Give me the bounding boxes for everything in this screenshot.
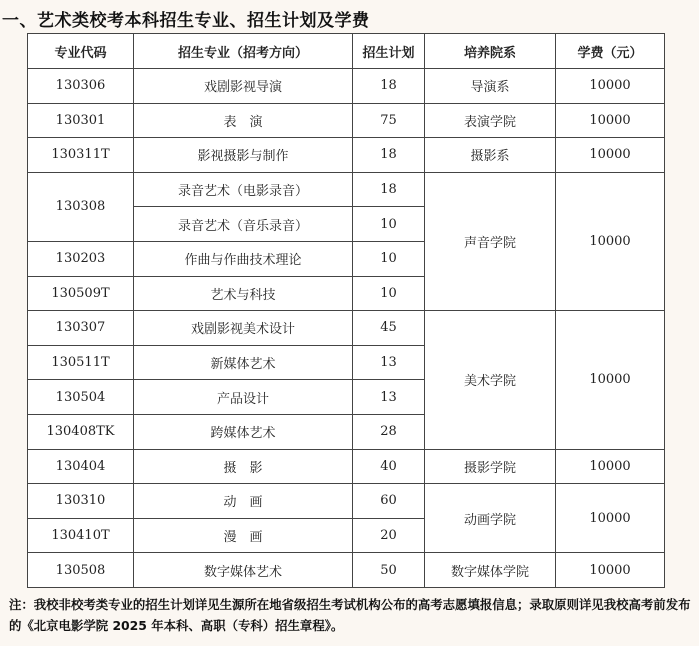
enrollment-plan: 50 (353, 553, 425, 588)
major-code: 130511T (28, 345, 134, 380)
enrollment-plan: 60 (353, 484, 425, 519)
table-header-row (28, 34, 665, 69)
header-department: 培养院系 (425, 34, 556, 69)
department: 导演系 (425, 69, 556, 104)
enrollment-plan: 10 (353, 276, 425, 311)
table-row (28, 311, 665, 346)
table-row (28, 449, 665, 484)
tuition-fee: 10000 (556, 172, 665, 310)
tuition-fee: 10000 (556, 311, 665, 449)
table-row (28, 138, 665, 173)
enrollment-plan: 13 (353, 345, 425, 380)
header-major: 招生专业（招考方向） (134, 34, 353, 69)
enrollment-plan: 75 (353, 103, 425, 138)
major-name: 漫 画 (134, 518, 353, 553)
enrollment-plan: 18 (353, 172, 425, 207)
major-code: 130404 (28, 449, 134, 484)
department: 动画学院 (425, 484, 556, 553)
major-code: 130311T (28, 138, 134, 173)
tuition-fee: 10000 (556, 69, 665, 104)
major-code: 130509T (28, 276, 134, 311)
header-fee: 学费（元） (556, 34, 665, 69)
major-code: 130310 (28, 484, 134, 519)
tuition-fee: 10000 (556, 484, 665, 553)
tuition-fee: 10000 (556, 449, 665, 484)
major-name: 数字媒体艺术 (134, 553, 353, 588)
enrollment-plan: 28 (353, 414, 425, 449)
department: 数字媒体学院 (425, 553, 556, 588)
major-name: 录音艺术（电影录音） (134, 172, 353, 207)
header-plan: 招生计划 (353, 34, 425, 69)
department: 声音学院 (425, 172, 556, 310)
major-name: 戏剧影视美术设计 (134, 311, 353, 346)
major-code: 130203 (28, 241, 134, 276)
major-code: 130408TK (28, 414, 134, 449)
enrollment-plan: 18 (353, 69, 425, 104)
major-name: 戏剧影视导演 (134, 69, 353, 104)
tuition-fee: 10000 (556, 138, 665, 173)
header-code: 专业代码 (28, 34, 134, 69)
major-name: 跨媒体艺术 (134, 414, 353, 449)
admissions-table (27, 33, 665, 588)
major-name: 录音艺术（音乐录音） (134, 207, 353, 242)
major-name: 摄 影 (134, 449, 353, 484)
major-name: 新媒体艺术 (134, 345, 353, 380)
enrollment-plan: 10 (353, 241, 425, 276)
department: 摄影学院 (425, 449, 556, 484)
table-row (28, 172, 665, 207)
enrollment-plan: 13 (353, 380, 425, 415)
major-code: 130410T (28, 518, 134, 553)
table-row (28, 484, 665, 519)
major-code: 130504 (28, 380, 134, 415)
page-title: 一、艺术类校考本科招生专业、招生计划及学费 (2, 11, 370, 31)
footnote: 注：我校非校考类专业的招生计划详见生源所在地省级招生考试机构公布的高考志愿填报信息；录取原则详见我校高考前发布的《北京电影学院 2025 年本科、高职（专科）招生章程》。 (9, 597, 691, 633)
department: 表演学院 (425, 103, 556, 138)
enrollment-plan: 10 (353, 207, 425, 242)
tuition-fee: 10000 (556, 103, 665, 138)
major-name: 表 演 (134, 103, 353, 138)
enrollment-plan: 18 (353, 138, 425, 173)
major-name: 影视摄影与制作 (134, 138, 353, 173)
major-name: 产品设计 (134, 380, 353, 415)
major-code: 130508 (28, 553, 134, 588)
table-row (28, 103, 665, 138)
major-name: 动 画 (134, 484, 353, 519)
major-code: 130308 (28, 172, 134, 241)
major-code: 130306 (28, 69, 134, 104)
major-name: 艺术与科技 (134, 276, 353, 311)
major-name: 作曲与作曲技术理论 (134, 241, 353, 276)
table-row (28, 553, 665, 588)
table-row (28, 69, 665, 104)
enrollment-plan: 40 (353, 449, 425, 484)
department: 美术学院 (425, 311, 556, 449)
major-code: 130301 (28, 103, 134, 138)
department: 摄影系 (425, 138, 556, 173)
enrollment-plan: 45 (353, 311, 425, 346)
enrollment-plan: 20 (353, 518, 425, 553)
tuition-fee: 10000 (556, 553, 665, 588)
major-code: 130307 (28, 311, 134, 346)
